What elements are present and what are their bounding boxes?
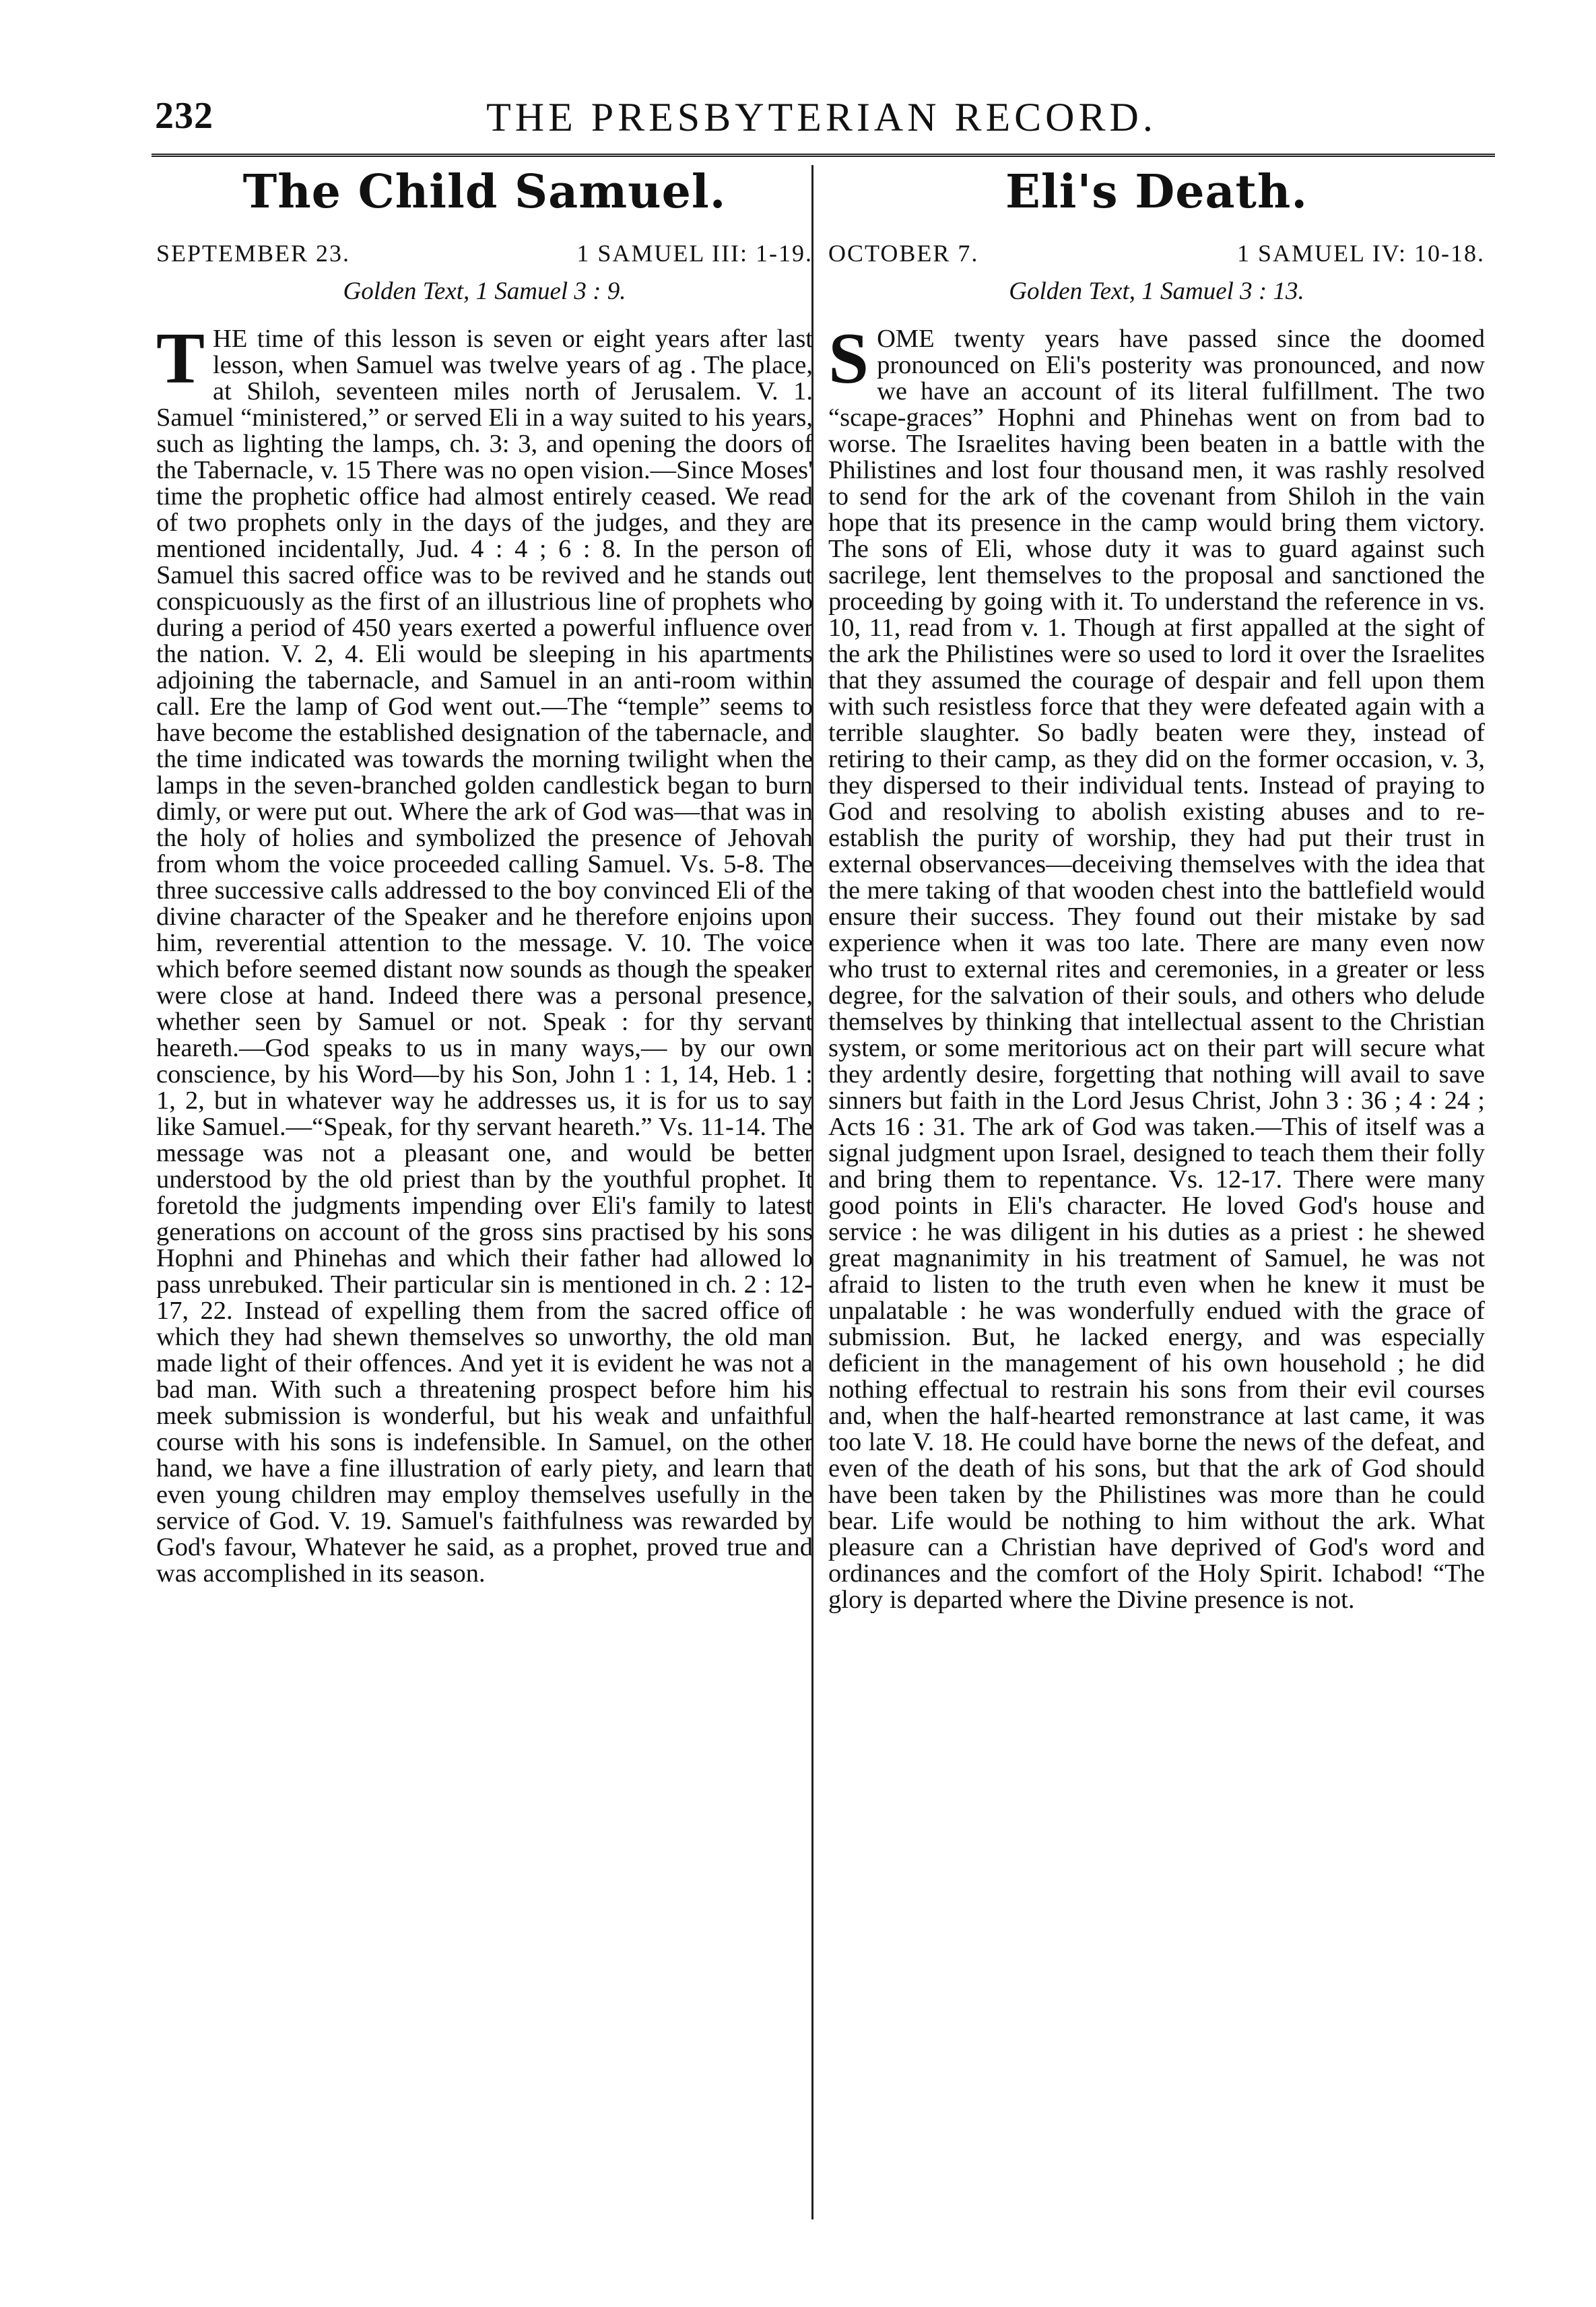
lesson-body-text: OME twenty years have passed since the doomed pronounced on Eli's posterity was pronounced, and now we have an account of its literal fulfillment. The two “scape-graces” Hophni and Phinehas went on from bad to worse. The Israelites having been beaten in a battle with the Philistines and lost four thousand men, it was rashly resolved to send for the ark of the covenant from Shiloh in the vain hope that its presence in the camp would bring them victory. The sons of Eli, whose duty it was to guard against such sacrilege, lent themselves to the proposal and sanctioned the proceeding by going with it. To understand the reference in vs. 10, 11, read from v. 1. Though at first appalled at the sight of the ark the Philistines were so used to lord it over the Israelites that they assumed the courage of despair and fell upon them with such resistless force that they were defeated again with a terrible slaughter. So badly beaten were they, instead of retiring to their camp, as they did on the former occasion, v. 3, they dispersed to their individual tents. Instead of praying to God and resolving to abolish existing abuses and to re-establish the purity of worship, they had put their trust in external observances—deceiving themselves with the idea that the mere taking of that wooden chest into the battlefield would ensure their success. They found out their mistake by sad experience when it was too late. There are many even now who trust to external rites and ceremonies, in a greater or less degree, for the salvation of their souls, and others who delude themselves by thinking that intellectual assent to the Christian system, or some meritorious act on their part will secure what they ardently desire, forgetting that nothing will avail to save sinners but faith in the Lord Jesus Christ, John 3 : 36 ; 4 : 24 ; Acts 16 : 31. The ark of God was taken.—This of itself was a signal judgment upon Israel, designed to teach them their folly and bring them to repentance. Vs. 12-17. There were many good points in Eli's character. He loved God's house and service : he was diligent in his duties as a priest : he shewed great magnanimity in his treatment of Samuel, he was not afraid to listen to the truth even when he knew it must be unpalatable : he was wonderfully endued with the grace of submission. But, he lacked energy, and was especially deficient in the management of his own household ; he did nothing effectual to restrain his sons from their evil courses and, when the half-hearted remonstrance at last came, it was too late V. 18. He could have borne the news of the defeat, and even of the death of his sons, but that the ark of God should have been taken by the Philistines was more than he could bear. Life would be nothing to him without the ark. What pleasure can a Christian have deprived of God's word and ordinances and the comfort of the Holy Spirit. Ichabod! “The glory is departed where the Divine presence is not.	[828, 325, 1485, 1614]
journal-title: THE PRESBYTERIAN RECORD.	[486, 95, 1157, 139]
lesson-meta	[828, 239, 1485, 267]
lesson-title: Eli's Death.	[1005, 165, 1308, 219]
drop-cap: S	[828, 319, 869, 399]
header-rule	[152, 154, 1495, 157]
page-number: 232	[155, 95, 213, 137]
drop-cap: T	[156, 319, 205, 399]
lesson-date: OCTOBER 7.	[828, 240, 979, 267]
left-column	[156, 165, 813, 1587]
lesson-date: SEPTEMBER 23.	[156, 240, 351, 267]
golden-text: Golden Text, 1 Samuel 3 : 9.	[343, 278, 626, 305]
lesson-body	[156, 319, 813, 1588]
lesson-body	[828, 319, 1485, 1614]
running-header	[155, 94, 1488, 155]
lesson-body-text: HE time of this lesson is seven or eight years after last lesson, when Samuel was twelve years of ag . The place, at Shiloh, seventeen miles north of Jerusalem. V. 1. Samuel “ministered,” or served Eli in a way suited to his years, such as lighting the lamps, ch. 3: 3, and opening the doors of the Tabernacle, v. 15 There was no open vision.—Since Moses' time the prophetic office had almost entirely ceased. We read of two prophets only in the days of the judges, and they are mentioned incidentally, Jud. 4 : 4 ; 6 : 8. In the person of Samuel this sacred office was to be revived and he stands out conspicuously as the first of an illustrious line of prophets who during a period of 450 years exerted a powerful influence over the nation. V. 2, 4. Eli would be sleeping in his apartments adjoining the tabernacle, and Samuel in an anti-room within call. Ere the lamp of God went out.—The “temple” seems to have become the established designation of the tabernacle, and the time indicated was towards the morning twilight when the lamps in the seven-branched golden candlestick began to burn dimly, or were put out. Where the ark of God was—that was in the holy of holies and symbolized the presence of Jehovah from whom the voice proceeded calling Samuel. Vs. 5-8. The three successive calls addressed to the boy convinced Eli of the divine character of the Speaker and he therefore enjoins upon him, reverential attention to the message. V. 10. The voice which before seemed distant now sounds as though the speaker were close at hand. Indeed there was a personal presence, whether seen by Samuel or not. Speak : for thy servant heareth.—God speaks to us in many ways,— by our own conscience, by his Word—by his Son, John 1 : 1, 14, Heb. 1 : 1, 2, but in whatever way he addresses us, it is for us to say like Samuel.—“Speak, for thy servant heareth.” Vs. 11-14. The message was not a pleasant one, and would be better understood by the old priest than by the youthful prophet. It foretold the judgments impending over Eli's family to latest generations on account of the gross sins practised by his sons Hophni and Phinehas and which their father had allowed lo pass unrebuked. Their particular sin is mentioned in ch. 2 : 12-17, 22. Instead of expelling them from the sacred office of which they had shewn themselves so unworthy, the old man made light of their offences. And yet it is evident he was not a bad man. With such a threatening prospect before him his meek submission is wonderful, but his weak and unfaithful course with his sons is indefensible. In Samuel, on the other hand, we have a fine illustration of early piety, and learn that even young children may employ themselves usefully in the service of God. V. 19. Samuel's faithfulness was rewarded by God's favour, Whatever he said, as a prophet, proved true and was accomplished in its season.	[156, 325, 813, 1588]
lesson-meta	[156, 239, 813, 267]
scripture-reference: 1 SAMUEL III: 1-19.	[576, 240, 813, 267]
golden-text: Golden Text, 1 Samuel 3 : 13.	[1009, 278, 1304, 305]
scripture-reference: 1 SAMUEL IV: 10-18.	[1237, 240, 1485, 267]
lesson-title: The Child Samuel.	[242, 165, 727, 219]
right-column	[828, 165, 1485, 1613]
